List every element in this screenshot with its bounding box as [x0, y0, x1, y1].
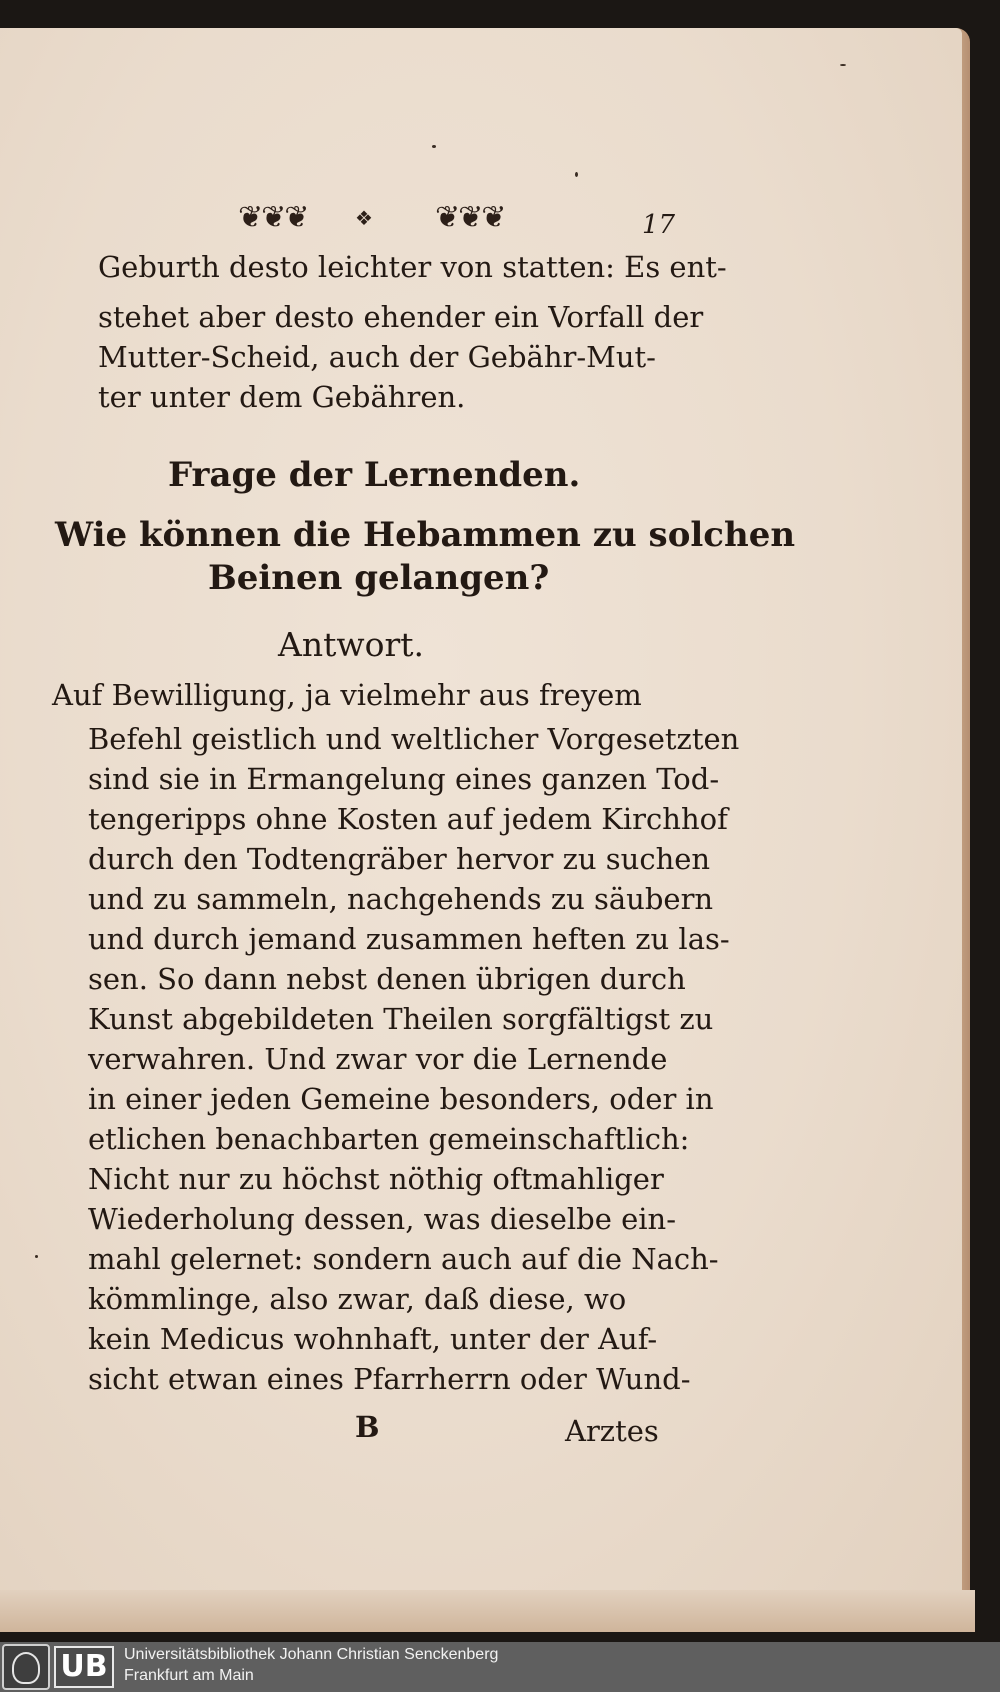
- text-line: ter unter dem Gebähren.: [98, 380, 466, 414]
- library-footer: [0, 1642, 1000, 1692]
- text-line: Nicht nur zu höchst nöthig oftmahliger: [88, 1162, 664, 1196]
- paper-speck: [575, 172, 578, 177]
- ub-logo-text: UB: [54, 1646, 114, 1688]
- text-line: Kunst abgebildeten Theilen sorgfältigst zu: [88, 1002, 714, 1036]
- text-line: Mutter-Scheid, auch der Gebähr-Mut-: [98, 340, 656, 374]
- text-line: verwahren. Und zwar vor die Lernende: [88, 1042, 668, 1076]
- page-number: 17: [642, 210, 676, 240]
- paper-speck: [35, 1255, 38, 1258]
- institution-city: Frankfurt am Main: [124, 1667, 254, 1684]
- question-line: Wie können die Hebammen zu solchen: [55, 515, 796, 555]
- text-line: stehet aber desto ehender ein Vorfall der: [98, 300, 704, 334]
- text-line: und zu sammeln, nachgehends zu säubern: [88, 882, 714, 916]
- ornament-right: ❦❦❦: [435, 200, 505, 235]
- paper-speck: [432, 145, 436, 148]
- text-line: Befehl geistlich und weltlicher Vorgesetzten: [88, 722, 740, 756]
- text-line: sicht etwan eines Pfarrherrn oder Wund-: [88, 1362, 691, 1396]
- answer-heading: Antwort.: [278, 625, 424, 664]
- text-line: mahl gelernet: sondern auch auf die Nach-: [88, 1242, 719, 1276]
- ub-logo[interactable]: [2, 1644, 114, 1690]
- text-line: Geburth desto leichter von statten: Es ent-: [98, 250, 727, 284]
- page-bottom-edge: [0, 1590, 975, 1632]
- question-heading: Frage der Lernenden.: [168, 455, 581, 495]
- text-line: in einer jeden Gemeine besonders, oder in: [88, 1082, 714, 1116]
- institution-name: Universitätsbibliothek Johann Christian Senckenberg: [124, 1646, 499, 1663]
- ornament-middle: ❖: [355, 206, 371, 230]
- catchword: Arztes: [565, 1414, 659, 1448]
- text-line: Wiederholung dessen, was dieselbe ein-: [88, 1202, 677, 1236]
- header-ornament: [230, 200, 530, 240]
- text-line: durch den Todtengräber hervor zu suchen: [88, 842, 711, 876]
- signature-mark: B: [355, 1410, 380, 1444]
- senckenberg-seal-icon: [2, 1644, 50, 1690]
- ornament-left: ❦❦❦: [238, 200, 308, 235]
- text-line: sind sie in Ermangelung eines ganzen Tod-: [88, 762, 720, 796]
- text-line: kein Medicus wohnhaft, unter der Auf-: [88, 1322, 658, 1356]
- text-line: tengeripps ohne Kosten auf jedem Kirchhof: [88, 802, 728, 836]
- text-line: und durch jemand zusammen heften zu las-: [88, 922, 730, 956]
- portrait-icon: [12, 1652, 40, 1684]
- text-line: kömmlinge, also zwar, daß diese, wo: [88, 1282, 627, 1316]
- paper-speck: [840, 64, 846, 66]
- question-line: Beinen gelangen?: [208, 558, 550, 598]
- text-line: Auf Bewilligung, ja vielmehr aus freyem: [52, 678, 642, 712]
- text-line: sen. So dann nebst denen übrigen durch: [88, 962, 686, 996]
- text-line: etlichen benachbarten gemeinschaftlich:: [88, 1122, 690, 1156]
